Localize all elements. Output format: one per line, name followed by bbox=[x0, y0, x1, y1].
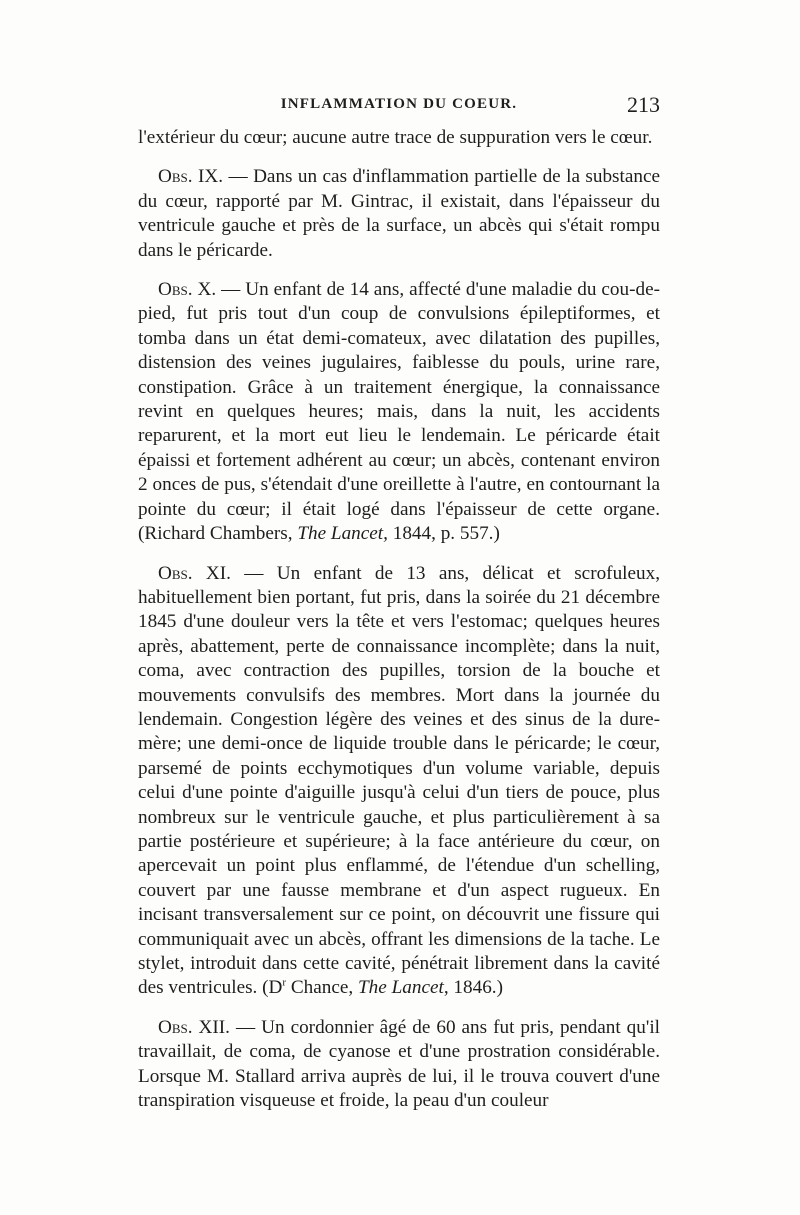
page-header bbox=[138, 92, 660, 122]
paragraph-text: l'extérieur du cœur; aucune autre trace de suppuration vers le cœur. bbox=[138, 127, 653, 148]
observation-label: Obs. X. bbox=[158, 279, 217, 301]
page-number: 213 bbox=[627, 92, 660, 117]
observation-label: Obs. XII. bbox=[158, 1016, 230, 1038]
citation-tail: 1844, p. 557.) bbox=[387, 523, 500, 545]
running-title: INFLAMMATION DU COEUR. bbox=[280, 96, 518, 112]
journal-title: The Lancet bbox=[358, 977, 444, 999]
superscript-abbrev: r bbox=[282, 977, 287, 990]
body-text bbox=[138, 126, 660, 1113]
observation-text: — Un cordonnier âgé de 60 ans fut pris, pendant qu'il travaillait, de coma, de cyanose et d'une prostration considérable. Lorsque M. Stallard arriva auprès de lui, il le trouva couvert d'une transpiration visqueuse et froide, la peau d'un couleur bbox=[138, 1016, 660, 1112]
observation-xii bbox=[138, 1016, 660, 1114]
observation-text: — Un enfant de 14 ans, affecté d'une maladie du cou-de-pied, fut pris tout d'un coup de convulsions épileptiformes, et tomba dans un état demi-comateux, avec dilatation des pupilles, distension des veines jugulaires, faiblesse du pouls, urine rare, constipation. Grâce à un traitement énergique, la connaissance revint en quelques heures; mais, dans la nuit, les accidents reparurent, et la mort eut lieu le lendemain. Le péricarde était épaissi et fortement adhérent au cœur; un abcès, contenant environ 2 onces de pus, s'étendait d'une oreillette à l'autre, en contournant la pointe du cœur; il était logé dans l'épaisseur de cette organe. (Richard Chambers, bbox=[138, 279, 660, 545]
observation-text: — Dans un cas d'inflammation partielle de la substance du cœur, rapporté par M. Gintrac, il existait, dans l'épaisseur du ventricule gauche et près de la surface, un abcès qui s'était rompu dans le péricarde. bbox=[138, 166, 660, 261]
observation-label: Obs. IX. bbox=[158, 166, 224, 188]
observation-label: Obs. XI. bbox=[158, 562, 231, 584]
author-name: Chance, bbox=[286, 977, 359, 999]
observation-text: — Un enfant de 13 ans, délicat et scrofuleux, habituellement bien portant, fut pris, dans la soirée du 21 décembre 1845 d'une douleur vers la tête et vers l'estomac; quelques heures après, abattement, perte de connaissance incomplète; dans la nuit, coma, avec contraction des pupilles, torsion de la bouche et mouvements convulsifs des membres. Mort dans la journée du lendemain. Congestion légère des veines et des sinus de la dure-mère; une demi-once de liquide trouble dans le péricarde; le cœur, parsemé de points ecchymotiques d'un volume variable, depuis celui d'une pointe d'aiguille jusqu'à celui d'un tiers de pouce, plus nombreux sur le ventricule gauche, et plus particulièrement à sa partie postérieure et supérieure; à la face antérieure du cœur, on apercevait un point plus enflammé, de l'étendue d'un schelling, couvert par une fausse membrane et d'un aspect rugueux. En incisant transversalement sur ce point, on découvrit une fissure qui communiquait avec un abcès, offrant les dimensions de la tache. Le stylet, introduit dans cette cavité, pénétrait librement dans la cavité des ventricules. (D bbox=[138, 562, 660, 999]
observation-xi bbox=[138, 562, 660, 1001]
paragraph-continuation bbox=[138, 126, 660, 150]
observation-ix bbox=[138, 165, 660, 263]
citation-tail: , 1846.) bbox=[443, 977, 503, 999]
journal-title: The Lancet, bbox=[297, 523, 388, 545]
observation-x bbox=[138, 278, 660, 546]
